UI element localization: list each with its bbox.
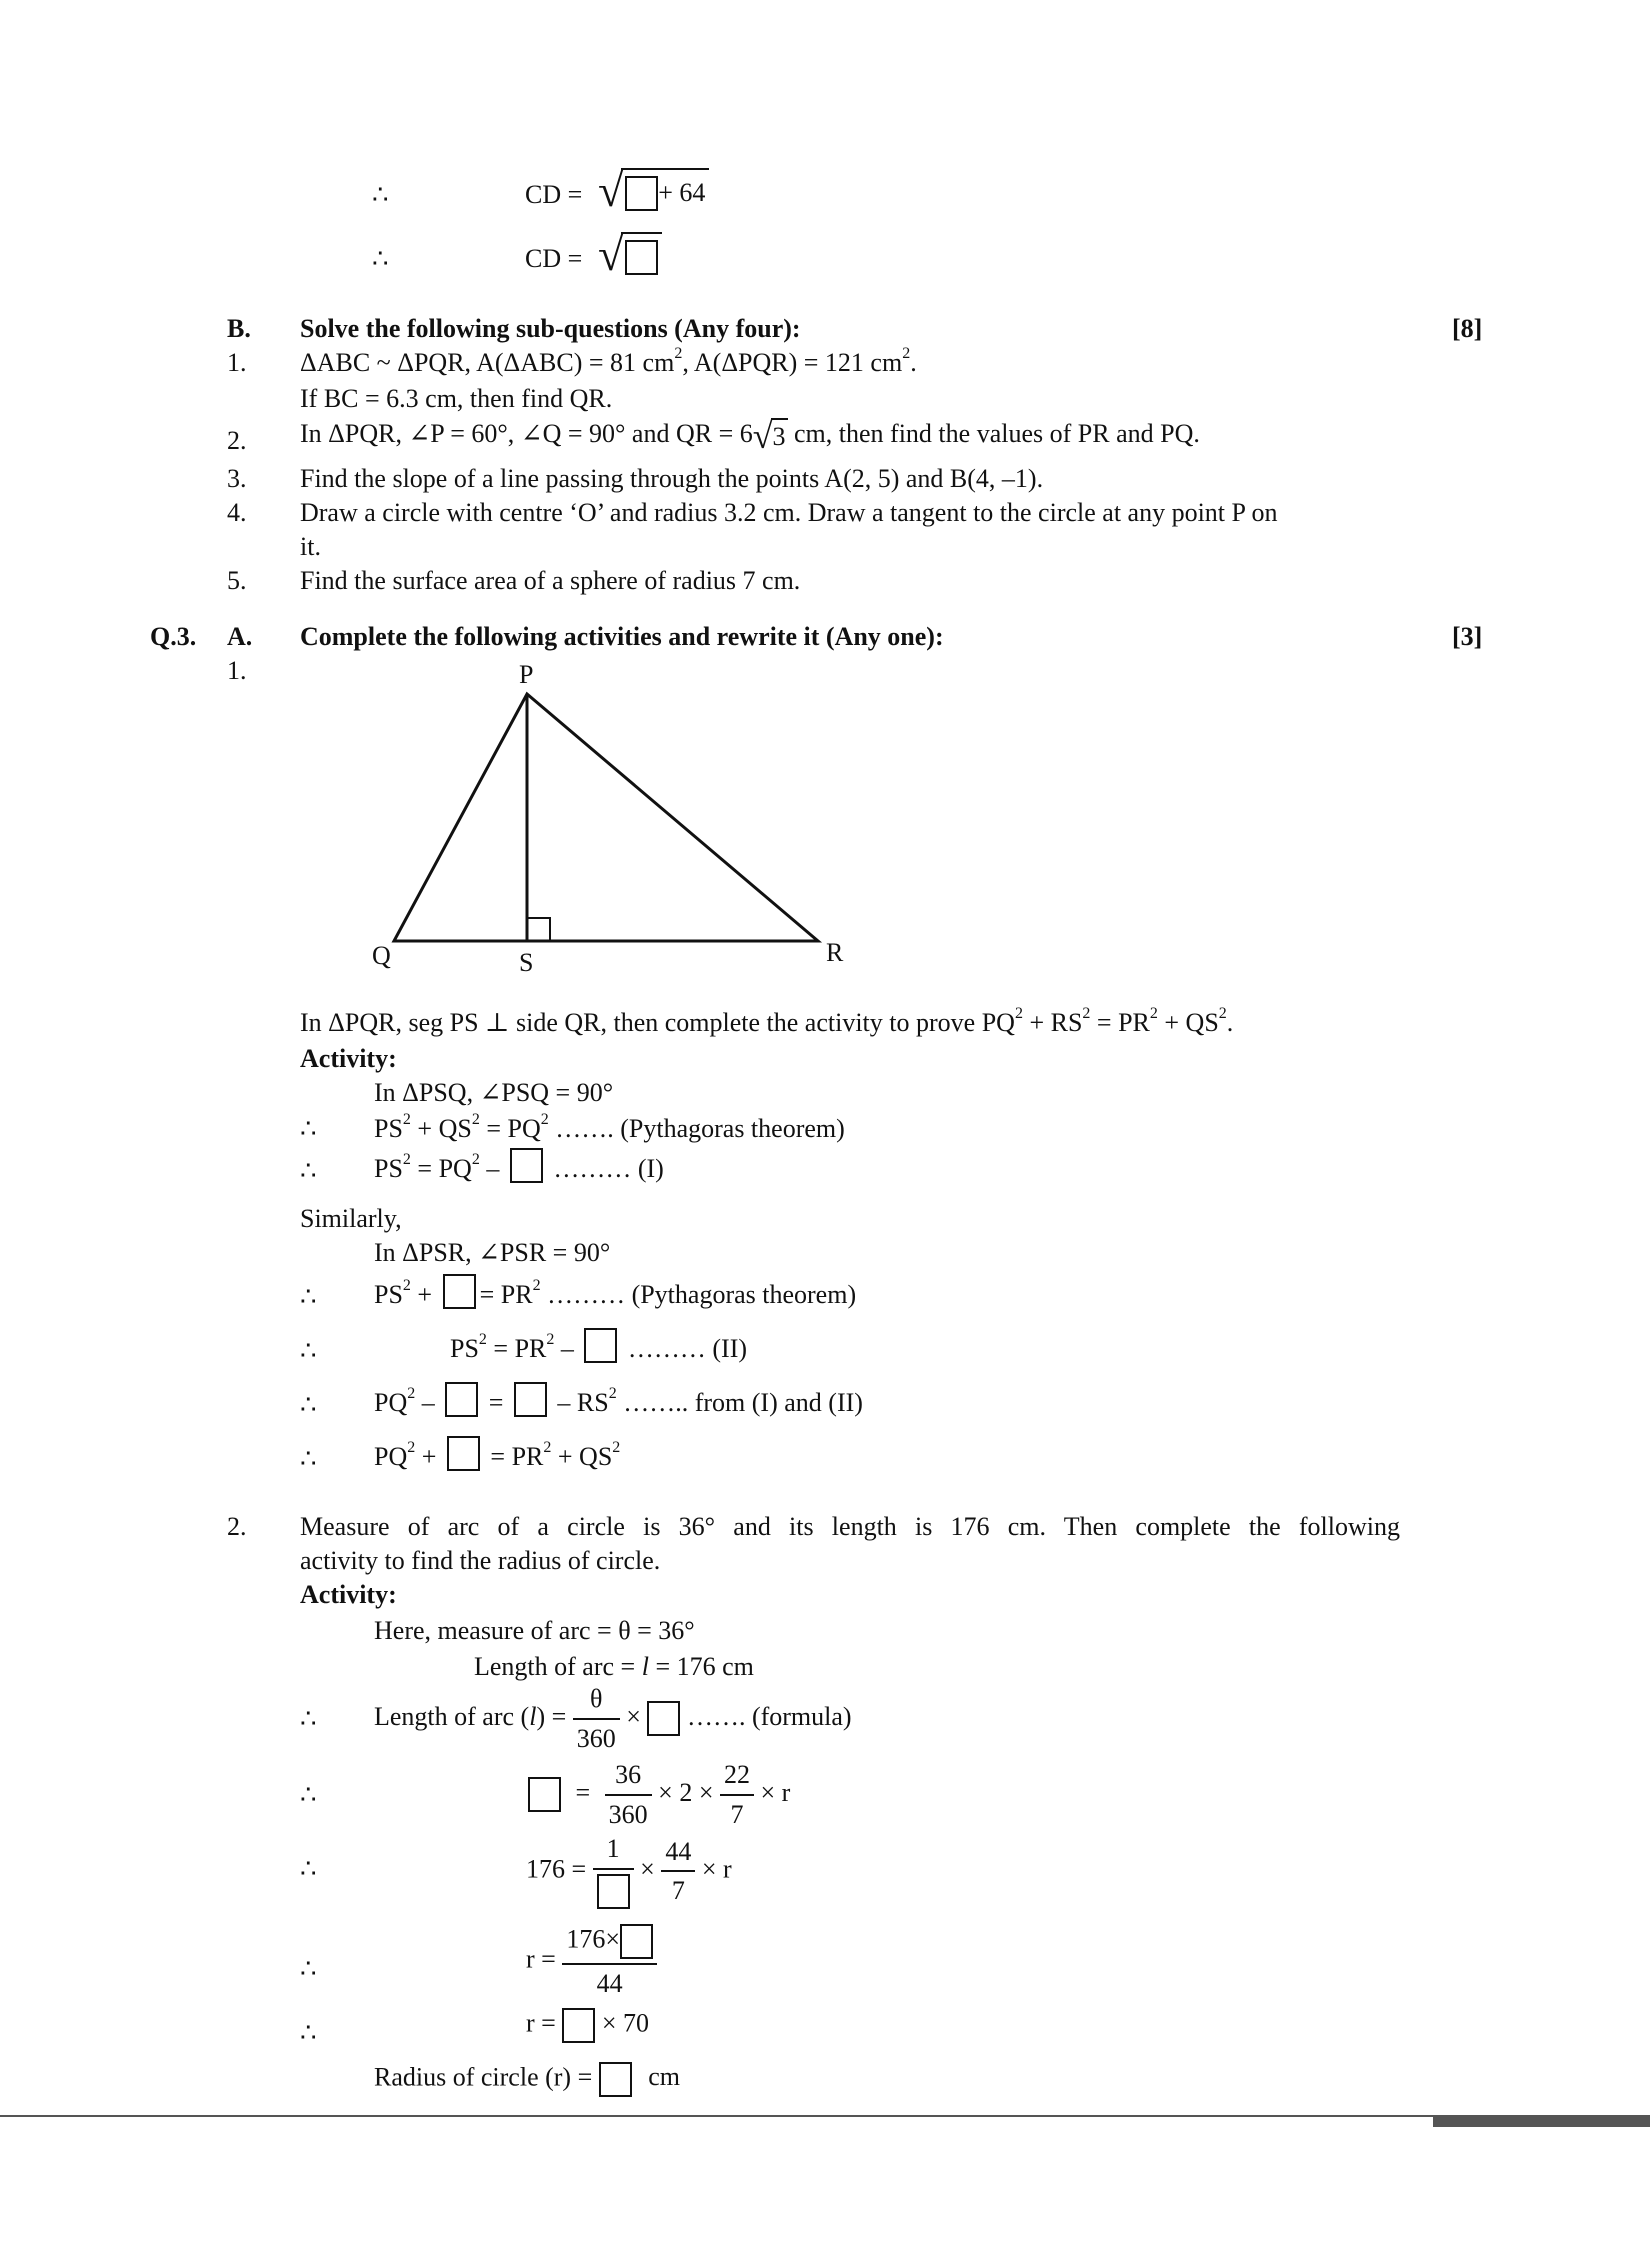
activity-line: r = $\frac{176\times}{44}$: [526, 1924, 657, 1999]
question-number: 5.: [227, 566, 247, 595]
activity-statement: In ΔPQR, seg PS ⊥ side QR, then complete the activity to prove $PQ^2 + RS^2 = PR^2 + QS^2$.: [300, 1005, 1234, 1037]
question-number: 2.: [227, 426, 247, 455]
activity-line: = $\frac{36}{360}$ × 2 × $\frac{22}{7}$ × r: [528, 1760, 790, 1830]
section-heading: Complete the following activities and rewrite it (Any one):: [300, 622, 944, 651]
question-text: In ΔPQR, ∠P = 60°, ∠Q = 90° and QR = 6 √ 3 cm, then find the values of PR and PQ.: [300, 416, 1200, 456]
fraction: $\frac{176\times}{44}$: [562, 1924, 657, 1999]
similarly-label: Similarly,: [300, 1204, 402, 1233]
activity-line: In ΔPSR, ∠PSR = 90°: [374, 1238, 611, 1267]
activity-line: 176 = 1 × $\frac{44}{7}$ × r: [526, 1834, 732, 1909]
vertex-label-q: Q: [372, 941, 391, 970]
fraction: $\frac{22}{7}$: [720, 1760, 754, 1830]
answer-box[interactable]: [528, 1777, 561, 1812]
answer-box[interactable]: [562, 2008, 595, 2043]
question-text: If BC = 6.3 cm, then find QR.: [300, 384, 613, 413]
therefore-symbol: ∴: [300, 1282, 317, 1311]
question-text: Find the surface area of a sphere of radius 7 cm.: [300, 566, 801, 595]
vertex-label-r: R: [826, 938, 844, 967]
answer-box[interactable]: [599, 2062, 632, 2097]
therefore-symbol: ∴: [300, 1156, 317, 1185]
footer-rule: [0, 2115, 1650, 2117]
cd-equation-label: CD =: [525, 180, 583, 209]
therefore-symbol: ∴: [300, 1114, 317, 1143]
answer-box[interactable]: [584, 1328, 617, 1363]
therefore-symbol: ∴: [300, 1854, 317, 1883]
activity-line: Radius of circle (r) = cm: [374, 2062, 680, 2097]
therefore-symbol: ∴: [372, 244, 389, 273]
therefore-symbol: ∴: [300, 2018, 317, 2047]
cd-equation-label: CD =: [525, 244, 583, 273]
footer-rule-accent: [1433, 2115, 1650, 2127]
answer-box[interactable]: [625, 176, 658, 211]
triangle-pqr: [394, 694, 818, 941]
activity-line: $PS^2 = PR^2$ – ……… (II): [450, 1336, 747, 1363]
question-number: 4.: [227, 498, 247, 527]
fraction: $\frac{44}{7}$: [661, 1837, 695, 1907]
activity-label: Activity:: [300, 1580, 397, 1609]
therefore-symbol: ∴: [300, 1444, 317, 1473]
activity-line: r = × 70: [526, 2008, 649, 2043]
therefore-symbol: ∴: [300, 1780, 317, 1809]
therefore-symbol: ∴: [300, 1336, 317, 1365]
answer-box[interactable]: [597, 1874, 630, 1909]
therefore-symbol: ∴: [300, 1390, 317, 1419]
answer-box[interactable]: [620, 1924, 653, 1959]
activity-line: Length of arc = l = 176 cm: [474, 1652, 754, 1681]
section-heading: Solve the following sub-questions (Any four):: [300, 314, 801, 343]
radical-expression: √ + 64: [598, 168, 709, 214]
answer-box[interactable]: [443, 1274, 476, 1309]
activity-line: $PQ^2$ – = – $RS^2$ …….. from (I) and (II): [374, 1390, 863, 1417]
activity-line: $PS^2 = PQ^2$ – ……… (I): [374, 1156, 664, 1183]
question-number: 1.: [227, 656, 247, 685]
therefore-symbol: ∴: [300, 1954, 317, 1983]
activity-line: In ΔPSQ, ∠PSQ = 90°: [374, 1078, 614, 1107]
section-marks: [3]: [1452, 622, 1483, 651]
activity-line: Length of arc (l) = $\frac{\theta}{360}$ × ……. (formula): [374, 1684, 852, 1753]
question-number: 2.: [227, 1512, 247, 1541]
question-text: Measure of arc of a circle is 36° and its length is 176 cm. Then complete the following: [300, 1512, 1400, 1541]
answer-box[interactable]: [647, 1701, 680, 1736]
radicand-rest: + 64: [658, 178, 706, 207]
question-text: Draw a circle with centre ‘O’ and radius 3.2 cm. Draw a tangent to the circle at any point P on: [300, 498, 1278, 527]
answer-box[interactable]: [445, 1382, 478, 1417]
fraction: 1: [593, 1834, 634, 1909]
section-marks: [8]: [1452, 314, 1483, 343]
section-label: B.: [227, 314, 251, 343]
answer-box[interactable]: [447, 1436, 480, 1471]
radical-expression: √: [598, 232, 662, 278]
question-text: ΔABC ~ ΔPQR, A(ΔABC) = 81 $cm^2$, A(ΔPQR) = 121 $cm^2$.: [300, 345, 917, 377]
answer-box[interactable]: [510, 1148, 543, 1183]
activity-line: $PQ^2$ + = $PR^2 + QS^2$: [374, 1444, 620, 1471]
question-text: Find the slope of a line passing through the points A(2, 5) and B(4, –1).: [300, 464, 1044, 493]
question-text: it.: [300, 532, 321, 561]
question-text: activity to find the radius of circle.: [300, 1546, 661, 1575]
question-label: Q.3.: [150, 622, 197, 651]
activity-line: $PS^2 + QS^2 = PQ^2$ ……. (Pythagoras theorem): [374, 1111, 845, 1143]
answer-box[interactable]: [625, 240, 658, 275]
vertex-label-p: P: [519, 660, 534, 689]
vertex-label-s: S: [519, 948, 534, 977]
therefore-symbol: ∴: [372, 180, 389, 209]
section-label: A.: [227, 622, 253, 651]
question-number: 3.: [227, 464, 247, 493]
triangle-pqr-diagram: [370, 660, 850, 980]
activity-label: Activity:: [300, 1044, 397, 1073]
fraction: $\frac{36}{360}$: [605, 1760, 652, 1830]
activity-line: Here, measure of arc = θ = 36°: [374, 1616, 695, 1645]
activity-line: $PS^2$ + = $PR^2$ ……… (Pythagoras theorem): [374, 1282, 856, 1309]
therefore-symbol: ∴: [300, 1704, 317, 1733]
question-number: 1.: [227, 348, 247, 377]
answer-box[interactable]: [514, 1382, 547, 1417]
fraction: $\frac{\theta}{360}$: [573, 1684, 620, 1754]
right-angle-marker: [527, 918, 550, 941]
